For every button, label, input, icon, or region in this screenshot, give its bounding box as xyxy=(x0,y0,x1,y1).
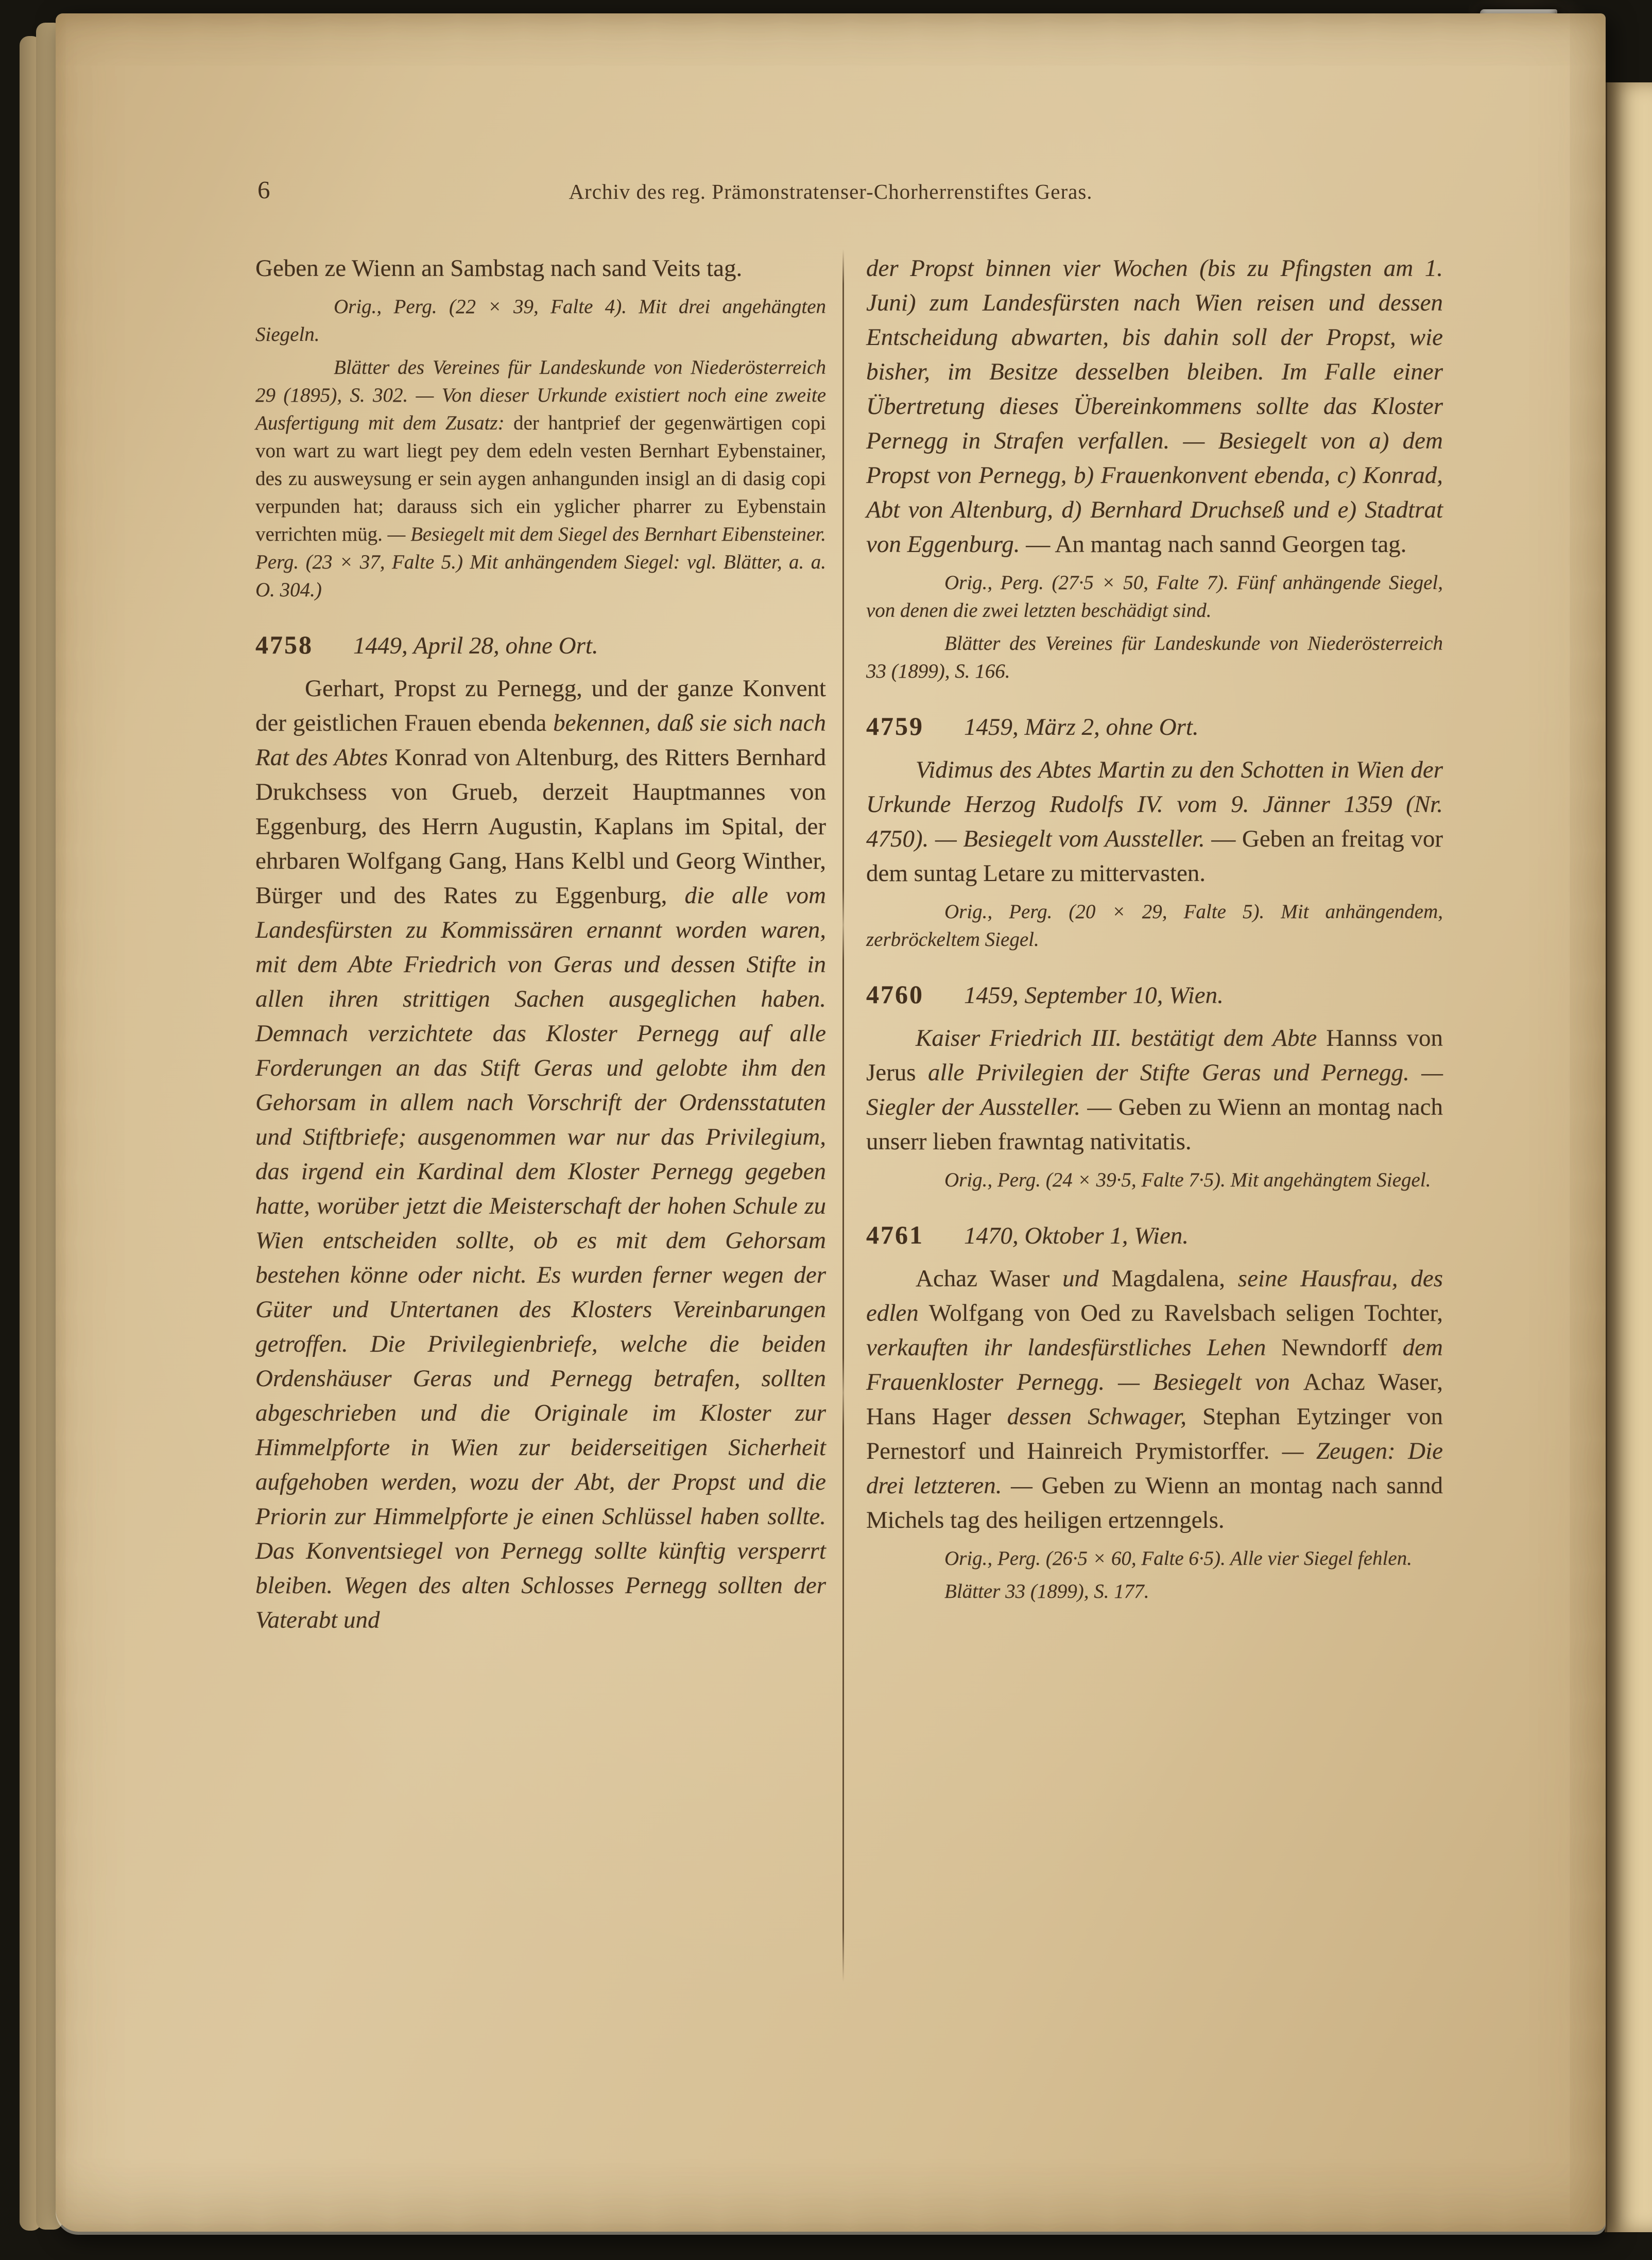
text-run: bekennen, daß sie sich nach Rat des Abtes xyxy=(255,710,826,771)
text-run: — Zeugen: Die drei letzteren. — xyxy=(866,1438,1443,1499)
entry-number: 4759 xyxy=(866,712,924,740)
text-run: seine Hausfrau, des edlen xyxy=(866,1265,1443,1326)
source-note xyxy=(866,898,1443,954)
text-run: — Geben an freitag vor dem suntag Letare zu mittervasten. xyxy=(866,825,1443,887)
column-right xyxy=(866,251,1443,1606)
text-run: Blätter des Vereines für Landeskunde von Niederösterreich 29 (1895), S. 302. — Von dieser Urkunde existiert noch eine zweite Ausfertigung mit dem Zusatz: xyxy=(255,356,826,434)
source-note xyxy=(866,1578,1443,1606)
source-note xyxy=(255,354,826,604)
page-number: 6 xyxy=(257,176,271,204)
column-divider xyxy=(842,249,844,1982)
text-run: dessen Schwager, xyxy=(1007,1403,1203,1430)
text-run: Blätter 33 (1899), S. 177. xyxy=(944,1580,1149,1602)
text-run: Magdalena, xyxy=(1111,1265,1238,1292)
entry-date: 1449, April 28, ohne Ort. xyxy=(353,632,598,659)
entry-paragraph xyxy=(255,251,826,286)
next-page-edge xyxy=(1605,82,1652,2232)
source-note xyxy=(255,293,826,349)
text-run: Newndorff xyxy=(1281,1334,1403,1361)
entry-heading xyxy=(866,709,1443,745)
text-run: Achaz Waser, Hans Hager xyxy=(866,1369,1443,1430)
entry-paragraph xyxy=(866,1021,1443,1159)
entry-number: 4760 xyxy=(866,980,924,1009)
text-run: — Besiegelt mit dem Siegel des Bernhart Eibensteiner. Perg. (23 × 37, Falte 5.) Mit anhängendem Siegel: vgl. Blätter, a. a. O. 304.) xyxy=(255,523,826,601)
entry-heading xyxy=(255,628,826,663)
text-run: — Geben zu Wienn an montag nach unserr lieben frawntag nativitatis. xyxy=(866,1094,1443,1155)
entry-paragraph xyxy=(866,1262,1443,1538)
entry-date: 1459, September 10, Wien. xyxy=(964,982,1224,1009)
entry-paragraph xyxy=(866,251,1443,562)
text-run: Orig., Perg. (26·5 × 60, Falte 6·5). Alle vier Siegel fehlen. xyxy=(944,1547,1412,1569)
text-run: Blätter des Vereines für Landeskunde von Niederösterreich 33 (1899), S. 166. xyxy=(866,632,1443,682)
entry-number: 4761 xyxy=(866,1220,924,1249)
text-run: Orig., Perg. (20 × 29, Falte 5). Mit anhängendem, zerbröckeltem Siegel. xyxy=(866,901,1443,951)
entry-heading xyxy=(866,977,1443,1013)
running-header: Archiv des reg. Prämonstratenser-Chorherrenstiftes Geras. xyxy=(569,180,1093,203)
text-run: Gerhart, Propst zu Pernegg, und der ganze Konvent der geistlichen Frauen ebenda xyxy=(255,675,826,736)
text-run: Kaiser Friedrich III. bestätigt dem Abte xyxy=(916,1025,1327,1051)
source-note xyxy=(866,569,1443,625)
text-run: Konrad von Altenburg, des Ritters Bernhard Drukchsess von Grueb, derzeit Hauptmannes von Eggenburg, des Herrn Augustin, Kaplans im Spital, der ehrbaren Wolfgang Gang, Hans Kelbl und Georg Winther, Bürger und des Rates zu Eggenburg, xyxy=(255,744,826,909)
source-note xyxy=(866,1545,1443,1573)
text-run: Geben ze Wienn an Sambstag nach sand Veits tag. xyxy=(255,255,743,282)
text-run: Vidimus des Abtes Martin zu den Schotten in Wien der Urkunde Herzog Rudolfs IV. vom 9. Jänner 1359 (Nr. 4750). — Besiegelt vom Aussteller. xyxy=(866,756,1443,852)
text-run: der Propst binnen vier Wochen (bis zu Pfingsten am 1. Juni) zum Landesfürsten nach Wien reisen und dessen Entscheidung abwarten, bis dahin soll der Propst, wie bisher, im Besitze desselben bleiben. Im Falle einer Übertretung dieses Übereinkommens sollte das Kloster Pernegg in Strafen verfallen. — Besiegelt von a) dem Propst von Pernegg, b) Frauenkonvent ebenda, c) Konrad, Abt von Altenburg, d) Bernhard Druchseß und e) Stadtrat von Eggenburg. xyxy=(866,255,1443,558)
text-run: der hantprief der gegenwärtigen copi von wart zu wart liegt pey dem edeln vesten Bernhart Eybenstainer, des zu ausweysung er sein aygen anhangunden insigl an di dasig copi verpunden hat; darauss sich ein yglicher pharrer zu Eybenstain verrichten müg. xyxy=(255,412,826,545)
text-run: und xyxy=(1062,1265,1112,1292)
entry-heading xyxy=(866,1218,1443,1253)
entry-paragraph xyxy=(866,753,1443,891)
text-run: — An mantag nach sannd Georgen tag. xyxy=(1026,531,1407,558)
entry-paragraph xyxy=(255,671,826,1637)
text-run: alle Privilegien der Stifte Geras und Pernegg. — Siegler der Aussteller. xyxy=(866,1059,1443,1120)
entry-date: 1470, Oktober 1, Wien. xyxy=(964,1222,1189,1249)
text-run: Wolfgang von Oed zu Ravelsbach seligen Tochter, xyxy=(928,1300,1443,1326)
text-run: Stephan Eytzinger von Pernestorf und Hainreich Prymistorffer. xyxy=(866,1403,1443,1464)
text-run: Orig., Perg. (24 × 39·5, Falte 7·5). Mit angehängtem Siegel. xyxy=(944,1169,1431,1191)
column-left xyxy=(255,251,826,1637)
entry-number: 4758 xyxy=(255,630,313,659)
text-run: dem Frauenkloster Pernegg. — Besiegelt von xyxy=(866,1334,1443,1395)
text-run: Orig., Perg. (22 × 39, Falte 4). Mit drei angehängten Siegeln. xyxy=(255,296,826,346)
text-run: die alle vom Landesfürsten zu Kommissären ernannt worden waren, mit dem Abte Friedrich von Geras und dessen Stifte in allen ihren strittigen Sachen ausgeglichen haben. Demnach verzichtete das Kloster Pernegg auf alle Forderungen an das Stift Geras und gelobte ihm den Gehorsam in allem nach Vorschrift der Ordensstatuten und Stiftbriefe; ausgenommen war nur das Privilegium, das irgend ein Kardinal dem Kloster Pernegg gegeben hatte, worüber jetzt die Meisterschaft der hohen Schule zu Wien entscheiden sollte, ob es mit dem Gehorsam bestehen könne oder nicht. Es wurden ferner wegen der Güter und Untertanen des Klosters Vereinbarungen getroffen. Die Privilegienbriefe, welche die beiden Ordenshäuser Geras und Pernegg betrafen, sollten abgeschrieben und die Originale im Kloster zur Himmelpforte in Wien zur beiderseitigen Sicherheit aufgehoben werden, wozu der Abt, der Propst und die Priorin zur Himmelpforte je einen Schlüssel haben sollte. Das Konventsiegel von Pernegg sollte künftig versperrt bleiben. Wegen des alten Schlosses Pernegg sollten der Vaterabt und xyxy=(255,882,826,1633)
text-run: verkauften ihr landesfürstliches Lehen xyxy=(866,1334,1282,1361)
text-run: Geben zu Wienn an montag nach sannd Michels tag des heiligen ertzenngels. xyxy=(866,1472,1443,1533)
source-note xyxy=(866,1166,1443,1194)
text-run: Hannss von Jerus xyxy=(866,1025,1443,1086)
source-note xyxy=(866,630,1443,685)
text-run: Achaz Waser xyxy=(916,1265,1063,1292)
book-page xyxy=(56,13,1606,2232)
text-run: Orig., Perg. (27·5 × 50, Falte 7). Fünf anhängende Siegel, von denen die zwei letzten beschädigt sind. xyxy=(866,572,1443,622)
entry-date: 1459, März 2, ohne Ort. xyxy=(964,714,1199,740)
